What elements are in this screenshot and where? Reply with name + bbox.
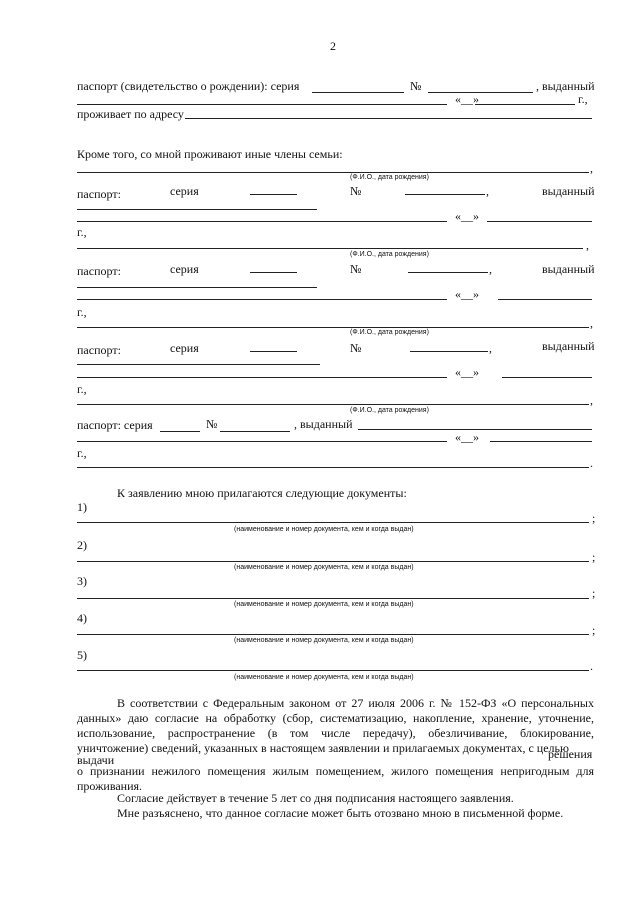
doc3-field[interactable]	[77, 598, 589, 599]
doc2-field[interactable]	[77, 561, 589, 562]
series-label: серия	[170, 262, 199, 276]
issued-by-label: выданный	[542, 262, 595, 276]
date-quotes: «__»	[455, 92, 479, 106]
comma: ,	[586, 238, 589, 252]
doc-caption: (наименование и номер документа, кем и когда выдан)	[234, 637, 414, 644]
doc5-field[interactable]	[77, 670, 589, 671]
number-field[interactable]	[428, 92, 533, 93]
year-suffix: г.,	[578, 92, 588, 106]
consent-left-word: выдачи	[77, 753, 115, 767]
issued-by-label: выданный	[542, 339, 595, 353]
member1-issuer-field[interactable]	[77, 221, 447, 222]
passport-label: паспорт:	[77, 343, 121, 357]
doc-caption: (наименование и номер документа, кем и когда выдан)	[234, 564, 414, 571]
member2-issuer-field[interactable]	[77, 299, 447, 300]
member3-extra-line[interactable]	[77, 364, 320, 365]
passport-label: паспорт (свидетельство о рождении): серия	[77, 79, 300, 93]
member1-date-field[interactable]	[487, 221, 592, 222]
issued-by-label: , выданный	[536, 79, 595, 93]
year-suffix: г.,	[77, 382, 87, 396]
doc1-field[interactable]	[77, 522, 589, 523]
number-sign: №	[350, 184, 362, 198]
consent-purpose: о признании нежилого помещения жилым помещением, жилого помещения непригодным для проживания.	[77, 764, 594, 793]
date-quotes: «__»	[455, 430, 479, 444]
member4-number-field[interactable]	[220, 431, 290, 432]
doc-caption: (наименование и номер документа, кем и когда выдан)	[234, 674, 414, 681]
date-quotes: «__»	[455, 209, 479, 223]
member1-series-field[interactable]	[250, 194, 297, 195]
member4-issuer-field-b[interactable]	[77, 441, 447, 442]
comma: ,	[489, 341, 492, 355]
number-sign: №	[206, 417, 218, 431]
doc4-field[interactable]	[77, 634, 589, 635]
doc-item-number: 3)	[77, 574, 87, 588]
issued-by-label: , выданный	[294, 417, 353, 431]
passport-series-label: паспорт: серия	[77, 418, 153, 432]
family-intro: Кроме того, со мной проживают иные члены семьи:	[77, 147, 343, 161]
member1-fio-field[interactable]	[77, 172, 589, 173]
member2-date-field[interactable]	[498, 299, 592, 300]
issued-by-label: выданный	[542, 184, 595, 198]
member3-number-field[interactable]	[410, 351, 488, 352]
series-label: серия	[170, 184, 199, 198]
period: .	[590, 456, 593, 470]
member4-address-line[interactable]	[77, 467, 589, 468]
year-suffix: г.,	[77, 225, 87, 239]
doc-item-number: 5)	[77, 648, 87, 662]
semicolon: ;	[592, 511, 596, 525]
member3-fio-field[interactable]	[77, 327, 589, 328]
doc-item-number: 2)	[77, 538, 87, 552]
semicolon: ;	[592, 550, 596, 564]
number-sign: №	[350, 262, 362, 276]
comma: ,	[590, 316, 593, 330]
date-field[interactable]	[475, 104, 575, 105]
series-label: серия	[170, 341, 199, 355]
consent-right-word: решения	[548, 747, 593, 761]
fio-caption: (Ф.И.О., дата рождения)	[350, 251, 429, 258]
semicolon: ;	[592, 586, 596, 600]
number-sign: №	[350, 341, 362, 355]
year-suffix: г.,	[77, 446, 87, 460]
issuer-field[interactable]	[77, 104, 447, 105]
consent-validity: Согласие действует в течение 5 лет со дня подписания настоящего заявления.	[117, 791, 514, 805]
member4-series-field[interactable]	[160, 431, 200, 432]
fio-caption: (Ф.И.О., дата рождения)	[350, 329, 429, 336]
doc-caption: (наименование и номер документа, кем и когда выдан)	[234, 601, 414, 608]
period: .	[590, 659, 593, 673]
consent-revocation: Мне разъяснено, что данное согласие может быть отозвано мною в письменной форме.	[117, 806, 564, 820]
series-field[interactable]	[312, 92, 404, 93]
comma: ,	[486, 184, 489, 198]
member4-fio-field[interactable]	[77, 404, 589, 405]
member1-extra-line[interactable]	[77, 209, 317, 210]
doc-caption: (наименование и номер документа, кем и когда выдан)	[234, 526, 414, 533]
member1-number-field[interactable]	[405, 194, 485, 195]
member4-date-field[interactable]	[490, 441, 592, 442]
fio-caption: (Ф.И.О., дата рождения)	[350, 174, 429, 181]
documents-intro: К заявлению мною прилагаются следующие документы:	[117, 486, 407, 500]
passport-label: паспорт:	[77, 264, 121, 278]
member2-extra-line[interactable]	[77, 287, 317, 288]
year-suffix: г.,	[77, 305, 87, 319]
member3-date-field[interactable]	[502, 377, 592, 378]
address-field[interactable]	[185, 118, 592, 119]
address-label: проживает по адресу	[77, 107, 184, 121]
member3-issuer-field[interactable]	[77, 377, 447, 378]
date-quotes: «__»	[455, 287, 479, 301]
date-quotes: «__»	[455, 365, 479, 379]
comma: ,	[590, 393, 593, 407]
consent-paragraph: В соответствии с Федеральным законом от 27 июля 2006 г. № 152-ФЗ «О персональных данных» даю согласие на обработку (сбор, систематизацию, накопление, хранение, уточнение, использование, распространение (в том числе передачу), обезличивание, блокирование, уничтожение) сведений, указанных в настоящем заявлении и прилагаемых документах, с целью	[77, 696, 594, 755]
member3-series-field[interactable]	[250, 351, 297, 352]
page-number: 2	[330, 39, 336, 53]
member2-number-field[interactable]	[408, 272, 488, 273]
comma: ,	[489, 262, 492, 276]
doc-item-number: 4)	[77, 611, 87, 625]
semicolon: ;	[592, 623, 596, 637]
fio-caption: (Ф.И.О., дата рождения)	[350, 407, 429, 414]
doc-item-number: 1)	[77, 500, 87, 514]
member2-series-field[interactable]	[250, 272, 297, 273]
member2-fio-field[interactable]	[77, 248, 583, 249]
passport-label: паспорт:	[77, 187, 121, 201]
number-sign: №	[410, 79, 422, 93]
comma: ,	[590, 161, 593, 175]
